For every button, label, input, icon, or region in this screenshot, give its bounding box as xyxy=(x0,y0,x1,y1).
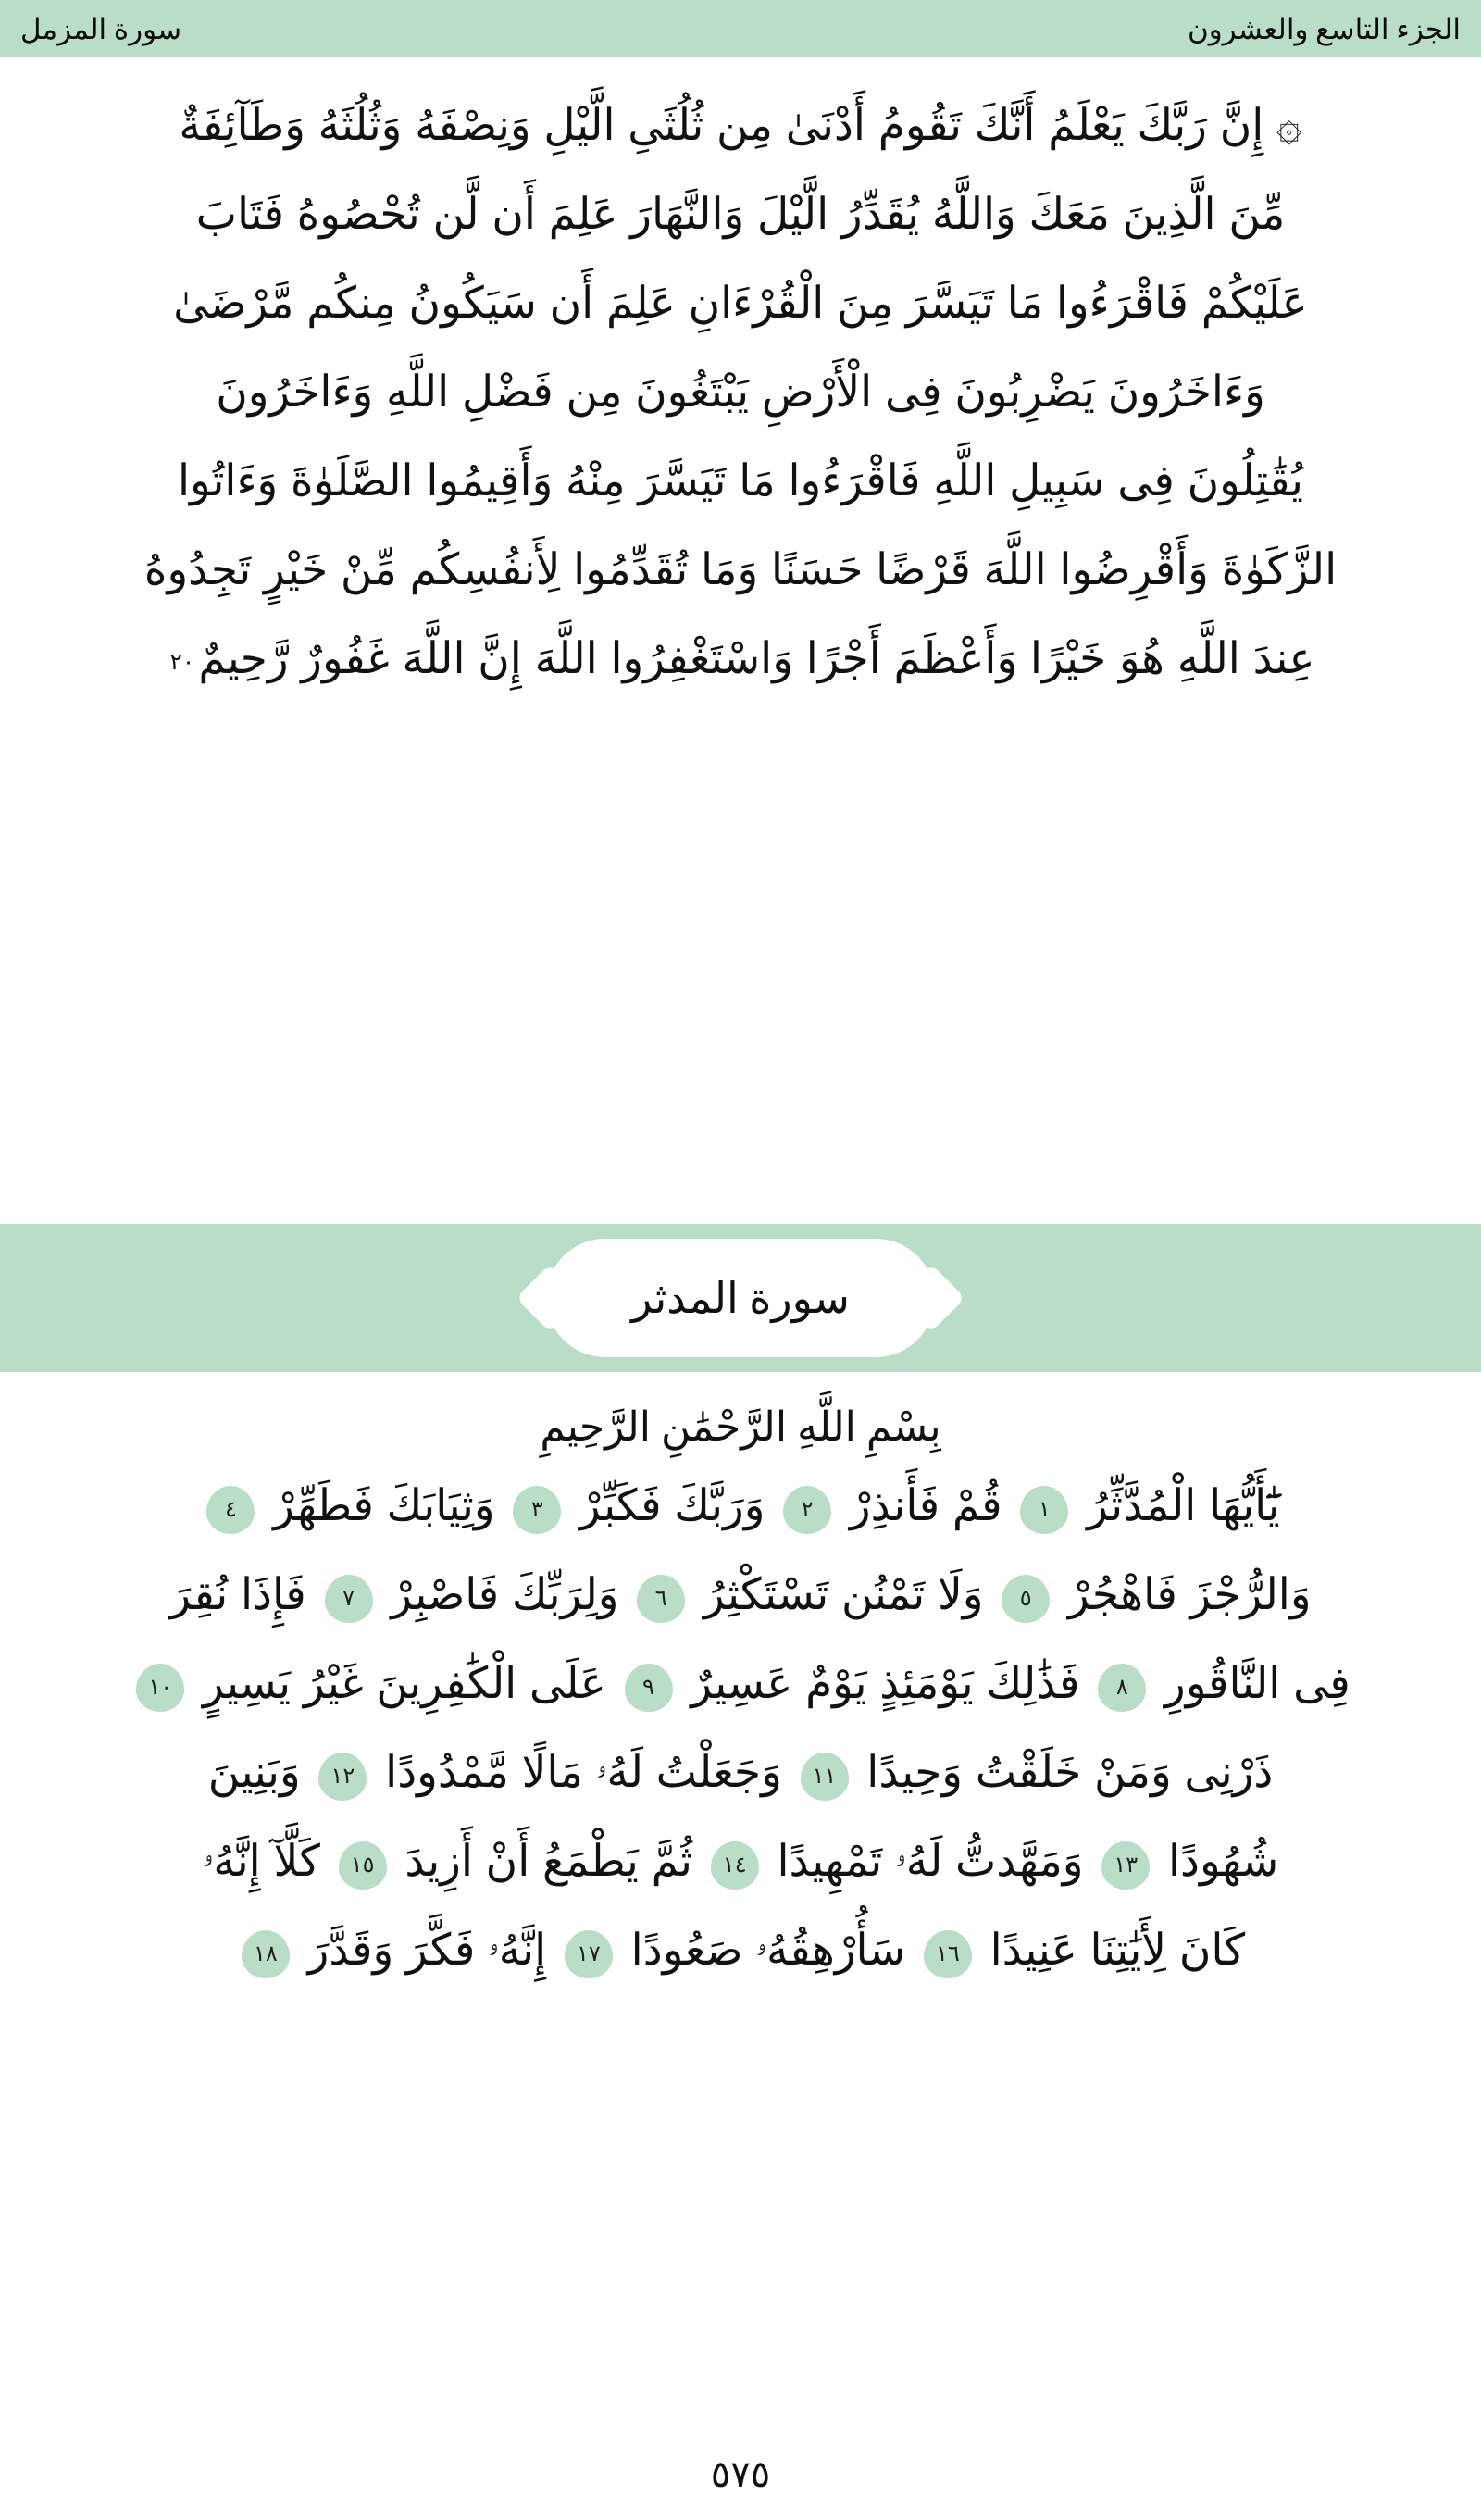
verse-number-marker[interactable]: ٨ xyxy=(1098,1664,1146,1712)
ayah-text: ثُمَّ يَطْمَعُ أَنْ أَزِيدَ xyxy=(404,1837,692,1886)
quran-line: الزَّكَوٰةَ وَأَقْرِضُوا اللَّهَ قَرْضًا حَسَنًا وَمَا تُقَدِّمُوا لِأَنفُسِكُم مِّنْ خَيْرٍ تَجِدُوهُ xyxy=(143,546,1338,594)
verse-number-marker: ٢٠ xyxy=(169,650,195,676)
ayah-text: سَأُرْهِقُهُۥ صَعُودًا xyxy=(630,1926,906,1975)
quran-text-body xyxy=(0,57,1481,707)
surah-title-text: سورة المدثر xyxy=(631,1275,850,1322)
quran-line-last xyxy=(37,615,1444,707)
verse-number-marker[interactable]: ١١ xyxy=(801,1753,849,1801)
verse-number-marker[interactable]: ١٦ xyxy=(924,1930,972,1978)
quran-line: يُقَٰتِلُونَ فِى سَبِيلِ اللَّهِ فَاقْرَءُوا مَا تَيَسَّرَ مِنْهُ وَأَقِيمُوا الصَّلَوٰةَ وَءَاتُوا xyxy=(177,457,1304,505)
verse-number-marker[interactable]: ٦ xyxy=(637,1575,685,1623)
page-footer xyxy=(0,2452,1481,2496)
quran-line: ۞ إِنَّ رَبَّكَ يَعْلَمُ أَنَّكَ تَقُومُ أَدْنَىٰ مِن ثُلُثَىِ الَّيْلِ وَنِصْفَهُ وَثُلُثَهُ وَطَآئِفَةٌ xyxy=(179,102,1302,150)
verse-number-marker[interactable]: ٧ xyxy=(325,1575,373,1623)
ayah-text: فَإِذَا نُقِرَ xyxy=(169,1570,306,1619)
verse-number-marker[interactable]: ٣ xyxy=(513,1486,561,1534)
quran-line: مِّنَ الَّذِينَ مَعَكَ وَاللَّهُ يُقَدِّرُ الَّيْلَ وَالنَّهَارَ عَلِمَ أَن لَّن تُحْصُوهُ فَتَابَ xyxy=(195,191,1286,239)
ayah-text: وَالرُّجْزَ فَاهْجُرْ xyxy=(1067,1570,1312,1619)
verse-number-marker[interactable]: ١٢ xyxy=(318,1753,367,1801)
ayah-text: شُهُودًا xyxy=(1168,1837,1279,1886)
ayah-text: ذَرْنِى وَمَنْ خَلَقْتُ وَحِيدًا xyxy=(866,1748,1274,1797)
verse-number-marker[interactable]: ١٠ xyxy=(136,1664,184,1712)
quran-line xyxy=(37,1728,1444,1817)
surah-title-cartouche xyxy=(546,1239,935,1357)
surah-muddaththir-body xyxy=(0,1372,1481,1995)
ayah-text: وَمَهَّدتُّ لَهُۥ تَمْهِيدًا xyxy=(777,1837,1084,1886)
page-number: ٥٧٥ xyxy=(710,2453,771,2495)
verse-number-marker[interactable]: ١٣ xyxy=(1101,1841,1150,1890)
basmala: بِسْمِ اللَّهِ الرَّحْمَٰنِ الرَّحِيمِ xyxy=(540,1404,941,1450)
ayah-text: وَثِيَابَكَ فَطَهِّرْ xyxy=(273,1481,495,1530)
quran-line: عَلَيْكُمْ فَاقْرَءُوا مَا تَيَسَّرَ مِنَ الْقُرْءَانِ عَلِمَ أَن سَيَكُونُ مِنكُم مَّرْضَىٰ xyxy=(173,280,1308,328)
ayah-text: وَلِرَبِّكَ فَاصْبِرْ xyxy=(391,1570,619,1619)
ayah-text: وَبَنِينَ xyxy=(207,1748,301,1797)
quran-line xyxy=(37,1551,1444,1640)
page-header-band xyxy=(0,0,1481,57)
ayah-text: قُمْ فَأَنذِرْ xyxy=(849,1481,1002,1530)
verse-number-marker[interactable]: ٩ xyxy=(625,1664,673,1712)
ayah-text: كَلَّآ إِنَّهُۥ xyxy=(202,1837,320,1886)
ayah-text: فَذَٰلِكَ يَوْمَئِذٍ يَوْمٌ عَسِيرٌ xyxy=(691,1659,1080,1708)
quran-line xyxy=(37,1906,1444,1995)
page-header xyxy=(0,0,1481,57)
verse-number-marker[interactable]: ٤ xyxy=(206,1486,255,1534)
quran-line: وَءَاخَرُونَ يَضْرِبُونَ فِى الْأَرْضِ يَبْتَغُونَ مِن فَضْلِ اللَّهِ وَءَاخَرُونَ xyxy=(216,368,1265,417)
verse-number-marker[interactable]: ١٥ xyxy=(339,1841,387,1890)
ayah-text: كَانَ لِأَيَٰتِنَا عَنِيدًا xyxy=(989,1926,1246,1975)
surah-muzzammil-verse-20 xyxy=(37,57,1444,707)
juz-label: الجزء التاسع والعشرون xyxy=(1187,12,1461,45)
ayah-text: إِنَّهُۥ فَكَّرَ وَقَدَّرَ xyxy=(307,1926,547,1975)
quran-line xyxy=(37,1640,1444,1728)
ayah-text: فِى النَّاقُورِ xyxy=(1164,1659,1350,1708)
quran-line xyxy=(37,1817,1444,1906)
verse-number-marker[interactable]: ١٧ xyxy=(565,1930,613,1978)
verse-number-marker[interactable]: ٢ xyxy=(783,1486,831,1534)
ayah-text: وَلَا تَمْنُن تَسْتَكْثِرُ xyxy=(703,1570,984,1619)
verse-number-marker[interactable]: ١ xyxy=(1020,1486,1068,1534)
verse-number-marker[interactable]: ١٤ xyxy=(711,1841,759,1890)
verse-number-marker[interactable]: ٥ xyxy=(1002,1575,1050,1623)
surah-muddaththir-verses xyxy=(37,1462,1444,1995)
verse-number-marker[interactable]: ١٨ xyxy=(242,1930,290,1978)
quran-line-text: عِندَ اللَّهِ هُوَ خَيْرًا وَأَعْظَمَ أَجْرًا وَاسْتَغْفِرُوا اللَّهَ إِنَّ اللَّهَ غَفُورٌ رَّحِيمٌ xyxy=(198,635,1315,683)
surah-label: سورة المزمل xyxy=(20,12,182,45)
ayah-text: عَلَى الْكَٰفِرِينَ غَيْرُ يَسِيرٍ xyxy=(203,1659,606,1708)
surah-title-band xyxy=(0,1224,1481,1372)
ayah-text: وَجَعَلْتُ لَهُۥ مَالًا مَّمْدُودًا xyxy=(385,1748,782,1797)
ayah-text: يَٰٓأَيُّهَا الْمُدَّثِّرُ xyxy=(1087,1481,1280,1530)
ayah-text: وَرَبَّكَ فَكَبِّرْ xyxy=(579,1481,765,1530)
quran-line xyxy=(37,1462,1444,1551)
